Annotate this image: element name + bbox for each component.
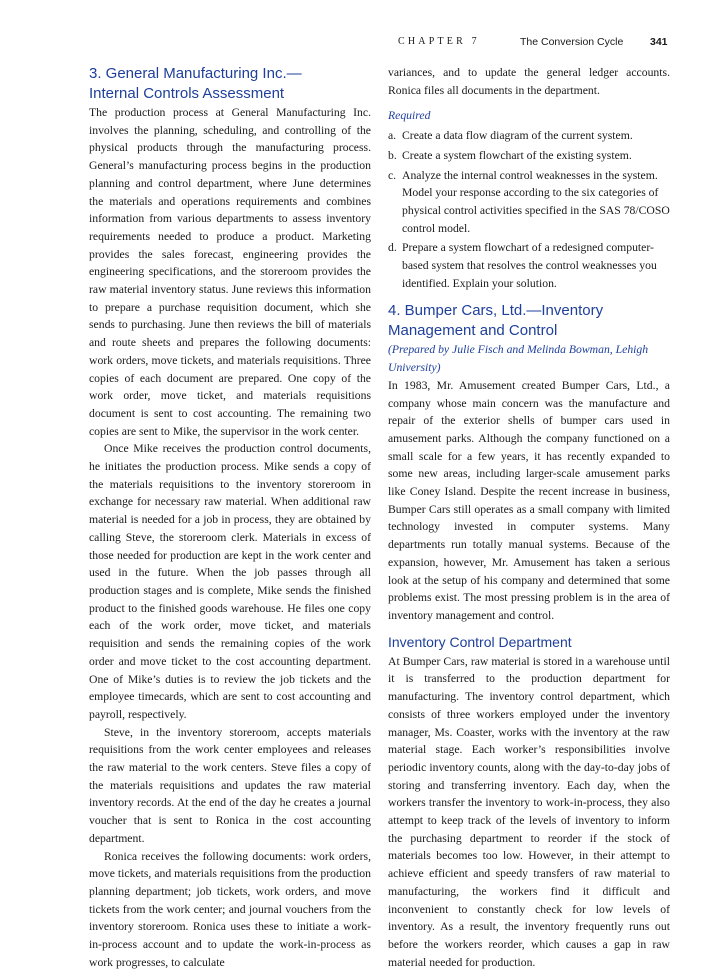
requirement-letter: b. (388, 148, 397, 162)
requirement-text: Analyze the internal control weaknesses in the system. Model your response according to the six categories of physical control activities specified in the SAS 78/COSO control model. (402, 168, 670, 235)
chapter-title: The Conversion Cycle (520, 36, 624, 48)
section-3-title (89, 64, 371, 103)
paragraph: In 1983, Mr. Amusement created Bumper Cars, Ltd., a company whose main concern was the manufacture and repair of the exterior shells of bumper cars used in amusement parks. Although the company functioned on a small scale for a few years, it has recently expanded to some new areas, including larger-scale amusement parks like Coney Island. Despite the recent increase in business, Bumper Cars still operates as a small company with limited technology invested in computer systems. Many departments run totally manual systems. Because of the expansion, however, Mr. Amusement has taken a serious look at the setup of his company and determined that some problems exist. The most pressing problem is in the area of inventory management and control. (388, 378, 670, 622)
left-column (89, 64, 371, 971)
required-label: Required (388, 109, 431, 123)
page-number: 341 (650, 36, 668, 48)
running-header (0, 36, 719, 50)
requirement-letter: c. (388, 168, 397, 182)
section-4-title-line1: 4. Bumper Cars, Ltd.—Inventory (388, 302, 604, 320)
requirement-letter: a. (388, 129, 397, 143)
paragraph: Ronica receives the following documents: work orders, move tickets, and materials requisitions from the production planning department; job tickets, work orders, and move tickets from the work center; and journal vouchers from the inventory storeroom. Ronica uses these to initiate a work-in-process account and to update the work-in-process as work progresses, to calculate (89, 849, 371, 969)
continuation-paragraph: variances, and to update the general ledger accounts. Ronica files all documents in the department. (388, 66, 670, 97)
section-4-title (388, 301, 670, 340)
paragraph: Once Mike receives the production control documents, he initiates the production process. Mike sends a copy of the materials requisitions to the inventory storeroom in exchange for necessary raw material. When additional raw material is needed for a job in process, they are obtained by calling Steve, the storeroom clerk. Materials in excess of those needed for production are kept in the work center and used in the future. When the job passes through all production stages and is complete, Mike sends the finished product to the finished goods warehouse. He files one copy each of the work order, move ticket, and materials requisition and sends the remaining copies of the work order and move ticket to the cost accounting department. One of Mike’s duties is to review the job tickets and the employee timecards, which are sent to cost accounting and payroll, respectively. (89, 442, 371, 721)
requirement-item (388, 127, 670, 145)
requirement-letter: d. (388, 241, 397, 255)
requirement-text: Create a data flow diagram of the current system. (402, 129, 633, 143)
section-3-title-line2: Internal Controls Assessment (89, 84, 285, 102)
paragraph: The production process at General Manufacturing Inc. involves the planning, scheduling, and controlling of the physical products through the manufacturing process. General’s manufacturing process begins in the production planning and control department, where June determines the materials and operations requirements and combines information from various departments to assess inventory requirements needed to produce a product. Marketing provides the sales forecast, engineering provides the engineering specifications, and the storeroom provides the raw material inventory status. June reviews this information to prepare a purchase requisition document, which she sends to purchasing. June then reviews the bill of materials and route sheets and prepares the following documents: work orders, move tickets, and materials requisitions. Three copies of each document are prepared. One copy of the work order, move ticket, and materials requisitions document is sent to cost accounting. The remaining two copies are sent to Mike, the supervisor in the work center. (89, 106, 371, 438)
section-4-title-line2: Management and Control (388, 321, 558, 339)
inventory-control-heading: Inventory Control Department (388, 633, 572, 650)
paragraph: Steve, in the inventory storeroom, accepts materials requisitions from the work center employees and releases the raw material to the work centers. Steve files a copy of the materials requisitions and updates the raw material inventory records. At the end of the day he creates a journal voucher that is sent to Ronica in the cost accounting department. (89, 725, 371, 845)
chapter-label: CHAPTER 7 (398, 36, 480, 47)
right-column (388, 64, 670, 971)
requirement-item (388, 239, 670, 292)
requirement-item (388, 147, 670, 165)
requirement-text: Create a system flowchart of the existing system. (402, 148, 632, 162)
requirements-list (388, 127, 670, 292)
requirement-text: Prepare a system flowchart of a redesigned computer-based system that resolves the control weaknesses you identified. Explain your solution. (402, 241, 657, 290)
paragraph: At Bumper Cars, raw material is stored in a warehouse until it is transferred to the production department for manufacturing. The inventory control department, which consists of three workers employed under the inventory manager, Ms. Coaster, works with the inventory at the raw material stage. Each worker’s responsibilities involve periodic inventory counts, along with the day-to-day jobs of storing and transferring inventory. Each day, when the workers transfer the inventory to work-in-process, they also attempt to keep track of the levels of inventory to inform the purchasing department to reorder if the stock of materials becomes too low. However, in their attempt to achieve efficient and speedy transfers of raw material to manufacturing, the workers find it difficult and inconvenient to constantly check for low levels of inventory. As a result, the inventory frequently runs out before the workers reorder, which causes a gap in raw material needed for production. (388, 654, 670, 969)
requirement-item (388, 167, 670, 238)
author-credit: (Prepared by Julie Fisch and Melinda Bowman, Lehigh University) (388, 343, 649, 375)
section-3-title-line1: 3. General Manufacturing Inc.— (89, 65, 302, 82)
